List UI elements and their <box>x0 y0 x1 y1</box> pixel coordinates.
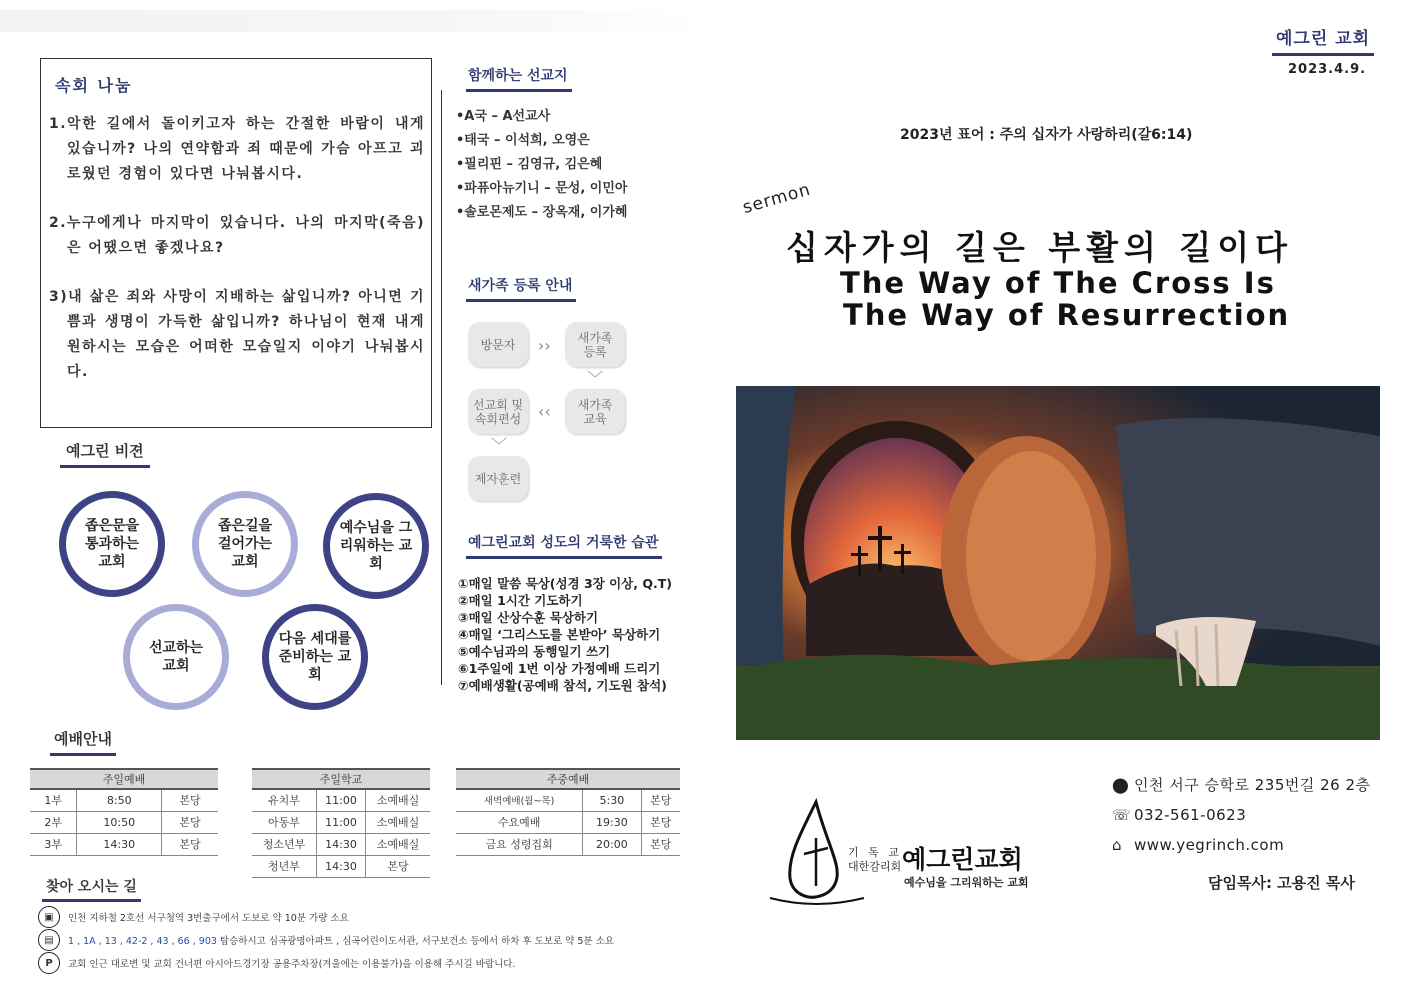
table-cell: 아동부 <box>252 811 316 833</box>
table-row <box>456 811 680 833</box>
bus-icon: ▤ <box>38 929 60 951</box>
table-cell: 새벽예배(월~목) <box>456 789 583 811</box>
flow-step-discipleship <box>468 456 528 501</box>
vision-item-4: 선교하는 교회 <box>148 640 204 674</box>
table-cell: 3부 <box>30 833 77 855</box>
direction-bus <box>38 929 698 951</box>
habit-item: ③매일 산상수훈 묵상하기 <box>458 610 599 625</box>
table-cell: 소예배실 <box>366 789 431 811</box>
worship-title: 예배안내 <box>50 728 116 756</box>
address-text: 인천 서구 승학로 235번길 26 2층 <box>1134 776 1371 794</box>
flow-step-register <box>565 322 625 367</box>
table-header: 주일학교 <box>252 769 430 789</box>
table-cell: 5:30 <box>583 789 641 811</box>
phone-icon: ☏ <box>1112 806 1132 824</box>
missionary-item: •필리핀 – 김영규, 김은혜 <box>456 157 603 172</box>
parking-icon: P <box>38 952 60 974</box>
table-cell: 20:00 <box>583 833 641 855</box>
missionary-item: •솔로몬제도 – 장옥재, 이가혜 <box>456 205 628 220</box>
table-cell: 본당 <box>641 789 680 811</box>
bus-numbers: 1 , 1A , 13 , 42-2 , 43 , 66 , 903 <box>68 936 217 947</box>
missionaries-heading <box>466 65 572 92</box>
flow-arrow-down: ﹀ <box>491 436 508 455</box>
vision-circle-1 <box>59 491 165 597</box>
flow-step-label: 새가족 등록 <box>577 330 613 359</box>
newcomer-heading <box>466 275 576 302</box>
sunday-school-table <box>252 768 430 878</box>
habit-item: ④매일 ‘그리스도를 본받아’ 묵상하기 <box>458 627 661 642</box>
table-row <box>252 789 430 811</box>
flow-arrow-down: ﹀ <box>587 369 604 388</box>
bulletin-date: 2023.4.9. <box>1288 62 1367 77</box>
direction-text: 교회 인근 대로변 및 교회 건너편 아시아드경기장 공용주차장(겨울에는 이용불가)을 이용해 주시길 바랍니다. <box>68 959 516 970</box>
missionary-item: •태국 – 이석희, 오영은 <box>456 133 590 148</box>
missionary-item: •파퓨아뉴기니 – 문성, 이민아 <box>456 181 628 196</box>
vision-item-3: 예수님을 그리워하는 교회 <box>339 520 413 572</box>
pastor-name: 담임목사: 고용진 목사 <box>1208 874 1355 892</box>
habit-item: ⑦예배생활(공예배 참석, 기도원 참석) <box>458 678 667 693</box>
vision-item-1: 좁은문을 통과하는 교회 <box>84 518 140 570</box>
table-row <box>30 833 218 855</box>
sermon-title-en-2: The Way of Resurrection <box>843 298 1291 332</box>
logo-small-text: 기 독 교 <box>848 846 902 859</box>
vision-heading <box>60 440 150 468</box>
table-cell: 본당 <box>162 789 218 811</box>
table-cell: 본당 <box>162 833 218 855</box>
table-cell: 본당 <box>641 833 680 855</box>
empty-tomb-image <box>736 386 1380 740</box>
table-cell: 수요예배 <box>456 811 583 833</box>
website-link[interactable]: www.yegrinch.com <box>1134 836 1285 854</box>
table-cell: 본당 <box>641 811 680 833</box>
missionary-item: •A국 – A선교사 <box>456 109 551 124</box>
table-cell: 청소년부 <box>252 833 316 855</box>
table-cell: 본당 <box>162 811 218 833</box>
directions-heading <box>42 876 141 902</box>
table-cell: 2부 <box>30 811 77 833</box>
table-cell: 1부 <box>30 789 77 811</box>
habit-item: ⑤예수님과의 동행일기 쓰기 <box>458 644 611 659</box>
table-row <box>252 855 430 877</box>
missionaries-title: 함께하는 선교지 <box>466 65 572 92</box>
vision-circle-3 <box>323 493 429 599</box>
sermon-title-ko: 십자가의 길은 부활의 길이다 <box>786 228 1294 267</box>
sermon-title-en-1: The Way of The Cross Is <box>840 266 1276 300</box>
table-cell: 소예배실 <box>366 811 431 833</box>
year-motto: 2023년 표어 : 주의 십자가 사랑하리(갈6:14) <box>900 127 1193 143</box>
table-row <box>30 811 218 833</box>
habit-item: ②매일 1시간 기도하기 <box>458 593 583 608</box>
direction-text: 탑승하시고 심곡광명아파트 , 심곡어린이도서관, 서구보건소 등에서 하차 후 도보로 약 5분 소요 <box>216 936 614 947</box>
location-pin-icon: ⬤ <box>1112 775 1130 794</box>
sermon-label: sermon <box>740 179 814 218</box>
vision-circle-5 <box>262 604 368 710</box>
flow-step-education <box>565 389 625 434</box>
table-row <box>252 811 430 833</box>
habits-heading <box>466 532 662 559</box>
table-row <box>30 789 218 811</box>
newcomer-title: 새가족 등록 안내 <box>466 275 576 302</box>
column-divider <box>441 90 442 685</box>
habits-list <box>458 575 672 694</box>
table-cell: 10:50 <box>77 811 162 833</box>
table-cell: 소예배실 <box>366 833 431 855</box>
flow-step-label: 새가족 교육 <box>577 397 613 426</box>
vision-circle-4 <box>123 604 229 710</box>
directions-title: 찾아 오시는 길 <box>42 876 141 902</box>
habits-title: 예그린교회 성도의 거룩한 습관 <box>466 532 662 559</box>
table-row <box>456 789 680 811</box>
subway-icon: ▣ <box>38 906 60 928</box>
table-header: 주중예배 <box>456 769 680 789</box>
table-cell: 14:30 <box>316 855 365 877</box>
table-cell: 청년부 <box>252 855 316 877</box>
worship-heading <box>50 728 116 756</box>
sharing-question-1: 1.악한 길에서 돌이키고자 하는 간절한 바람이 내게 있습니까? 나의 연약함과 죄 때문에 가슴 아프고 괴로웠던 경험이 있다면 나눠봅시다. <box>49 116 425 182</box>
table-cell: 14:30 <box>77 833 162 855</box>
church-name-top: 예그린 교회 <box>1272 24 1374 56</box>
sharing-question-2: 2.누구에게나 마지막이 있습니다. 나의 마지막(죽음)은 어땠으면 좋겠나요? <box>49 215 425 256</box>
logo-denomination: 대한감리회 <box>848 860 902 873</box>
phone-row <box>1112 806 1246 824</box>
top-band <box>0 10 700 32</box>
flow-step-label: 선교회 및 속회편성 <box>472 397 524 426</box>
table-row <box>456 833 680 855</box>
habit-item: ⑥1주일에 1번 이상 가정예배 드리기 <box>458 661 661 676</box>
home-icon: ⌂ <box>1112 836 1123 854</box>
table-row <box>252 833 430 855</box>
table-cell: 본당 <box>366 855 431 877</box>
flow-step-visitor <box>468 322 528 367</box>
direction-parking <box>38 952 698 974</box>
table-cell: 8:50 <box>77 789 162 811</box>
table-cell: 19:30 <box>583 811 641 833</box>
table-cell: 금요 성령집회 <box>456 833 583 855</box>
flow-arrow-right: ›› <box>538 336 551 355</box>
sharing-title: 속회 나눔 <box>55 76 133 95</box>
table-cell: 유치부 <box>252 789 316 811</box>
phone-text: 032-561-0623 <box>1134 806 1247 824</box>
sunday-worship-table <box>30 768 218 856</box>
address-row <box>1112 774 1371 795</box>
flow-arrow-left: ‹‹ <box>538 402 551 421</box>
vision-item-2: 좁은길을 걸어가는 교회 <box>217 518 273 570</box>
table-header: 주일예배 <box>30 769 218 789</box>
direction-text: 인천 지하철 2호선 서구청역 3번출구에서 도보로 약 10분 가량 소요 <box>68 913 349 924</box>
missionaries-list <box>456 105 627 225</box>
weekday-worship-table <box>456 768 680 856</box>
sharing-question-3: 3)내 삶은 죄와 사망이 지배하는 삶입니까? 아니면 기쁨과 생명이 가득한 삶입니까? 하나님이 현재 내게 원하시는 모습은 어떠한 모습일지 이야기 나눠봅시다. <box>49 289 425 380</box>
logo-church-name: 예그린교회 <box>902 845 1023 874</box>
table-cell: 14:30 <box>316 833 365 855</box>
logo-slogan: 예수님을 그리워하는 교회 <box>904 876 1029 889</box>
flow-step-label: 제자훈련 <box>474 471 522 486</box>
vision-title: 예그린 비젼 <box>60 440 150 468</box>
sharing-box <box>40 58 432 428</box>
vision-item-5: 다음 세대를 준비하는 교회 <box>278 631 352 683</box>
habit-item: ①매일 말씀 묵상(성경 3장 이상, Q.T) <box>458 576 672 591</box>
flow-step-label: 방문자 <box>480 337 516 352</box>
table-cell: 11:00 <box>316 789 365 811</box>
table-cell: 11:00 <box>316 811 365 833</box>
vision-circle-2 <box>192 491 298 597</box>
flow-step-group <box>468 389 528 434</box>
direction-subway <box>38 906 678 928</box>
website-row[interactable] <box>1112 836 1284 854</box>
